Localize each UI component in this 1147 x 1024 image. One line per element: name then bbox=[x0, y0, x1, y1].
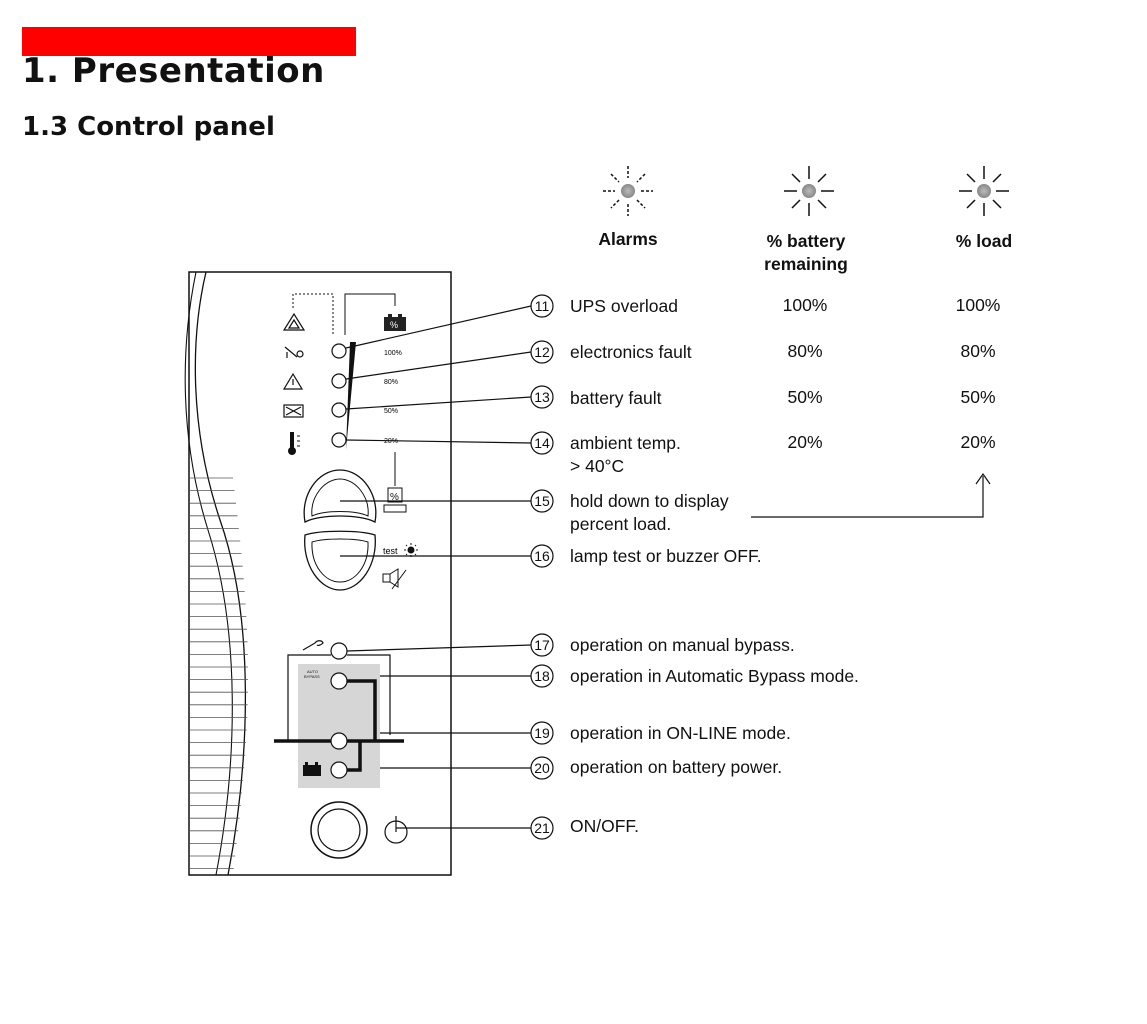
column-header-battery-line2: remaining bbox=[764, 254, 848, 274]
sun-icon bbox=[404, 543, 418, 557]
battery-percent-value: 100% bbox=[782, 295, 828, 315]
warning-triangle-icon bbox=[284, 374, 302, 389]
callout-text: ambient temp. bbox=[570, 433, 681, 453]
scale-label-100: 100% bbox=[384, 350, 402, 357]
column-header-load: % load bbox=[955, 231, 1013, 251]
section-subtitle: 1.3 Control panel bbox=[22, 112, 275, 142]
column-header-battery bbox=[744, 230, 868, 276]
svg-text:BYPASS: BYPASS bbox=[304, 674, 320, 679]
callout-number: 16 bbox=[534, 548, 550, 564]
callout-number: 13 bbox=[534, 389, 550, 405]
power-button[interactable] bbox=[311, 802, 367, 858]
load-percent-value: 80% bbox=[960, 341, 996, 361]
load-percent-value: 50% bbox=[960, 387, 996, 407]
callout-text-line2: > 40°C bbox=[570, 456, 625, 476]
column-header-alarms: Alarms bbox=[598, 229, 658, 249]
callout-number: 18 bbox=[534, 668, 550, 684]
callout-text: operation in ON-LINE mode. bbox=[570, 723, 791, 743]
callout-text-line2: percent load. bbox=[570, 514, 672, 534]
lamp-test-button[interactable] bbox=[305, 531, 376, 590]
display-load-button[interactable] bbox=[304, 470, 376, 522]
battery-fault-icon bbox=[284, 405, 303, 417]
callout-number: 19 bbox=[534, 725, 550, 741]
callout-text: hold down to display bbox=[570, 491, 729, 511]
callout-text: battery fault bbox=[570, 388, 662, 408]
load-percent-value: 20% bbox=[960, 432, 996, 452]
scale-label-20: 20% bbox=[384, 438, 399, 445]
battery-percent-icon bbox=[384, 314, 406, 331]
blinking-led-icon bbox=[603, 166, 653, 216]
svg-text:%: % bbox=[390, 492, 399, 503]
callout-text: ON/OFF. bbox=[570, 816, 640, 836]
overload-warning-icon bbox=[284, 314, 304, 330]
callout-text: lamp test or buzzer OFF. bbox=[570, 546, 762, 566]
page-title: 1. Presentation bbox=[22, 51, 325, 91]
callout-number: 17 bbox=[534, 637, 550, 653]
power-icon bbox=[385, 816, 407, 843]
blinking-led-icon bbox=[784, 166, 834, 216]
battery-percent-value: 20% bbox=[787, 432, 823, 452]
thermometer-icon bbox=[288, 432, 300, 455]
percent-display-icon bbox=[384, 488, 406, 512]
leader-lines bbox=[340, 306, 990, 828]
buzzer-off-icon bbox=[383, 569, 406, 589]
column-header-battery-line1: % battery bbox=[766, 231, 846, 251]
wrench-icon bbox=[303, 641, 323, 650]
callout-text: electronics fault bbox=[570, 342, 692, 362]
svg-text:AUTO: AUTO bbox=[307, 669, 319, 674]
callout-number: 21 bbox=[534, 820, 550, 836]
panel-grille bbox=[190, 478, 248, 869]
callout-text: operation on manual bypass. bbox=[570, 635, 795, 655]
electronics-fault-icon bbox=[285, 347, 303, 358]
callout-text: UPS overload bbox=[570, 296, 678, 316]
callout-number: 14 bbox=[534, 435, 550, 451]
callout-text: operation on battery power. bbox=[570, 757, 783, 777]
callout-number: 15 bbox=[534, 493, 550, 509]
callout-text: operation in Automatic Bypass mode. bbox=[570, 666, 859, 686]
callout-number-circles bbox=[531, 295, 553, 839]
alarm-led bbox=[332, 344, 346, 447]
blinking-led-icon bbox=[959, 166, 1009, 216]
scale-label-80: 80% bbox=[384, 379, 399, 386]
test-label: test bbox=[383, 546, 398, 556]
load-percent-value: 100% bbox=[955, 295, 1001, 315]
svg-text:%: % bbox=[390, 320, 399, 330]
callout-number: 20 bbox=[534, 760, 550, 776]
callout-number: 11 bbox=[534, 298, 550, 314]
battery-percent-value: 80% bbox=[787, 341, 823, 361]
callout-number: 12 bbox=[534, 344, 550, 360]
scale-label-50: 50% bbox=[384, 408, 399, 415]
battery-percent-value: 50% bbox=[787, 387, 823, 407]
